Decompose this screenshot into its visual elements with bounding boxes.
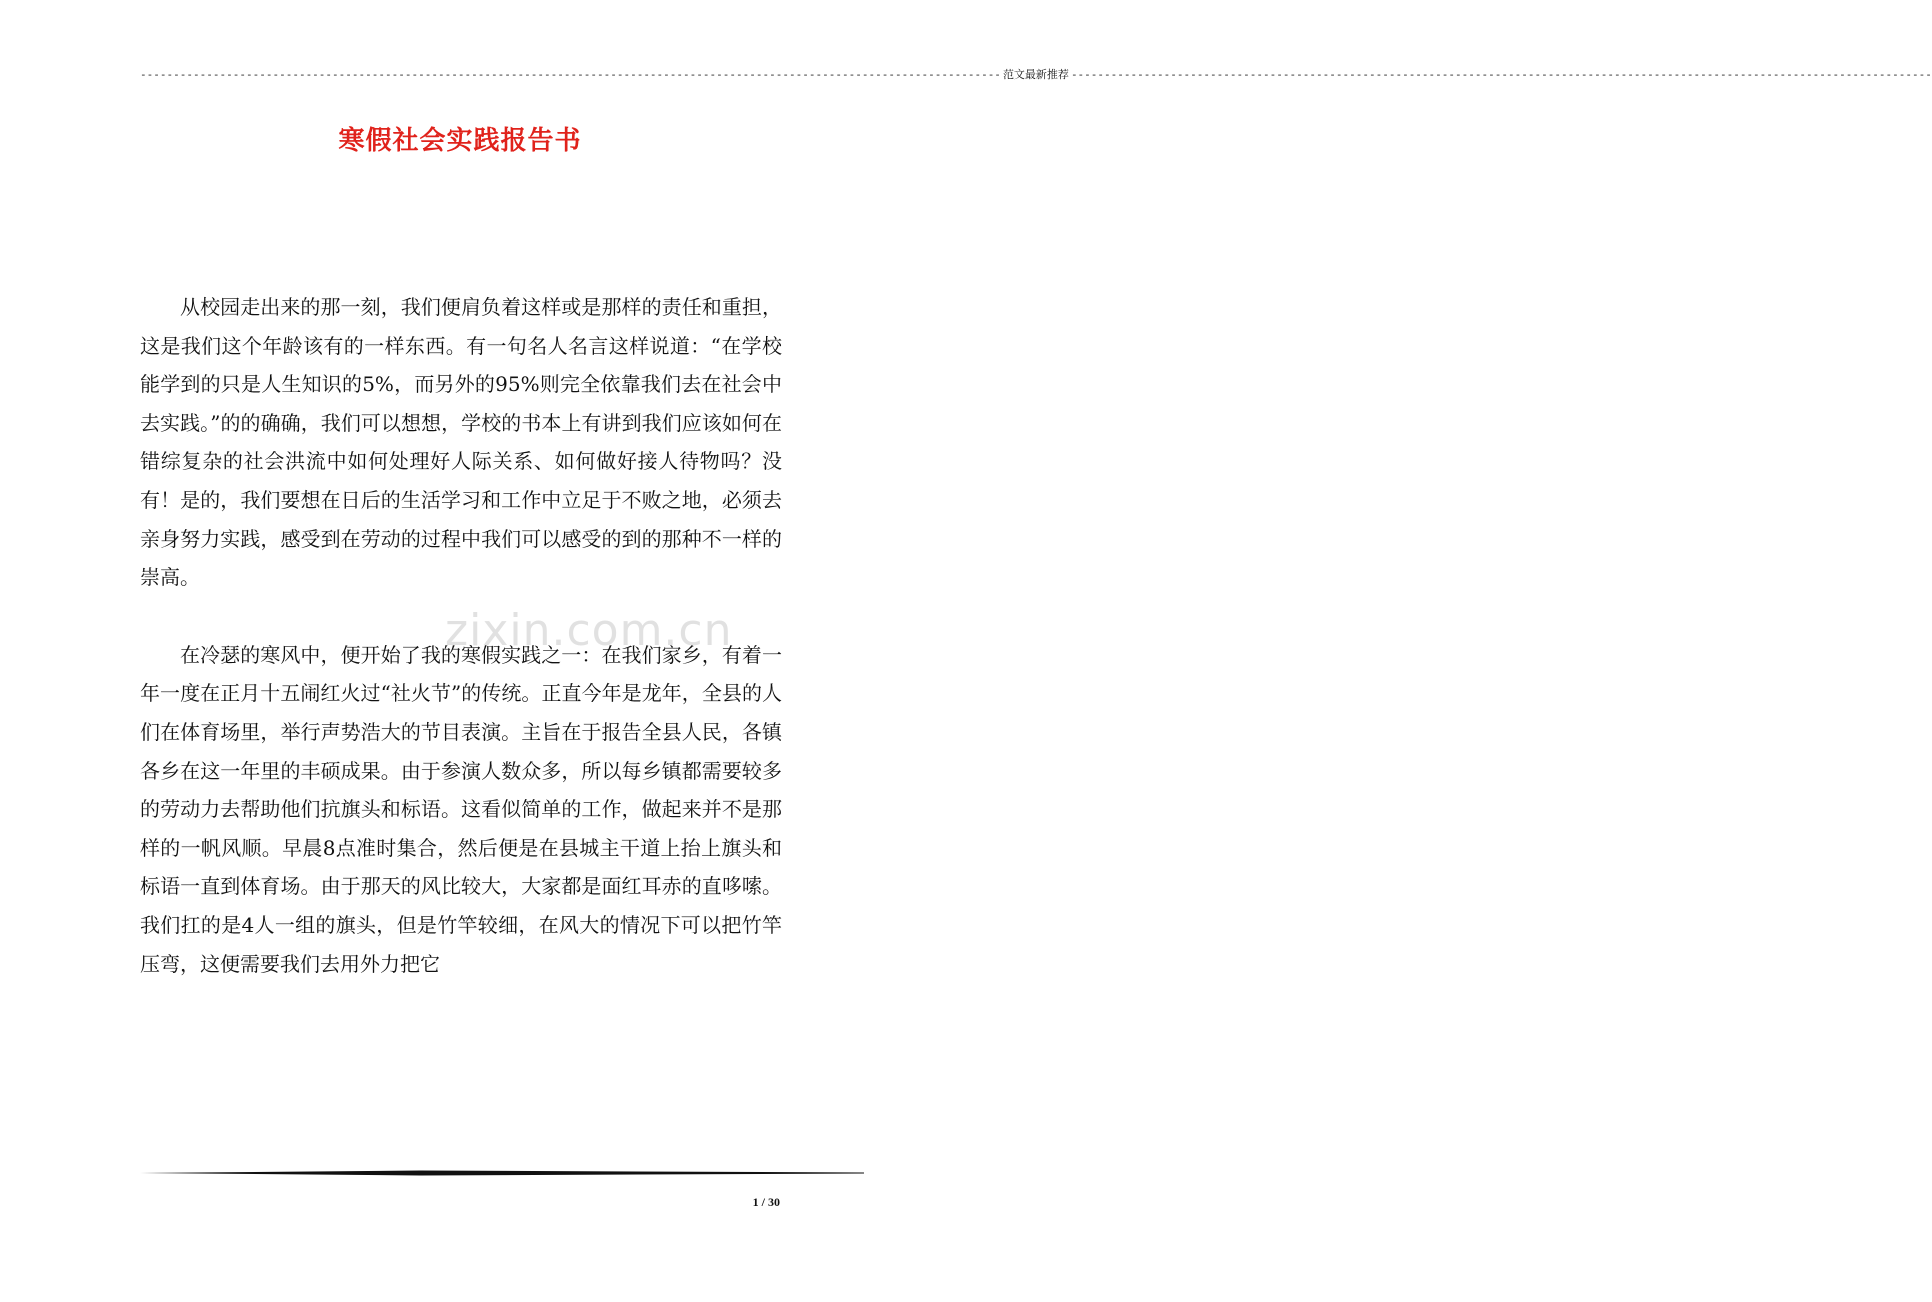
document-body — [140, 288, 782, 983]
paragraph-1: 从校园走出来的那一刻，我们便肩负着这样或是那样的责任和重担，这是我们这个年龄该有的一样东西。有一句名人名言这样说道：“在学校能学到的只是人生知识的5%，而另外的95%则完全依靠我们去在社会中去实践。”的的确确，我们可以想想，学校的书本上有讲到我们应该如何在错综复杂的社会洪流中如何处理好人际关系、如何做好接人待物吗？没有！是的，我们要想在日后的生活学习和工作中立足于不败之地，必须去亲身努力实践，感受到在劳动的过程中我们可以感受的到的那种不一样的崇高。 — [140, 295, 782, 590]
paragraph-2: 在冷瑟的寒风中，便开始了我的寒假实践之一：在我们家乡，有着一年一度在正月十五闹红火过“社火节”的传统。正直今年是龙年，全县的人们在体育场里，举行声势浩大的节目表演。主旨在于报告全县人民，各镇各乡在这一年里的丰硕成果。由于参演人数众多，所以每乡镇都需要较多的劳动力去帮助他们抗旗头和标语。这看似简单的工作，做起来并不是那样的一帆风顺。早晨8点准时集合，然后便是在县城主干道上抬上旗头和标语一直到体育场。由于那天的风比较大，大家都是面红耳赤的直哆嗦。我们扛的是4人一组的旗头，但是竹竿较细，在风大的情况下可以把竹竿压弯，这便需要我们去用外力把它 — [140, 642, 782, 976]
paragraph-spacer — [140, 597, 782, 636]
header-dash-left: ---------------------------------------------------------------------------------------------------------------------------------- — [140, 68, 1001, 81]
watermark-logo: zixin.com.cn — [445, 605, 733, 656]
header-label: 范文最新推荐 — [1002, 68, 1069, 81]
footer-divider — [140, 1170, 864, 1176]
document-title: 寒假社会实践报告书 — [338, 126, 582, 156]
page-header — [140, 67, 1932, 83]
header-dash-right: ---------------------------------------------------------------------------------------------------------------------------------- — [1070, 68, 1932, 81]
page-number: 1 / 30 — [752, 1195, 780, 1209]
